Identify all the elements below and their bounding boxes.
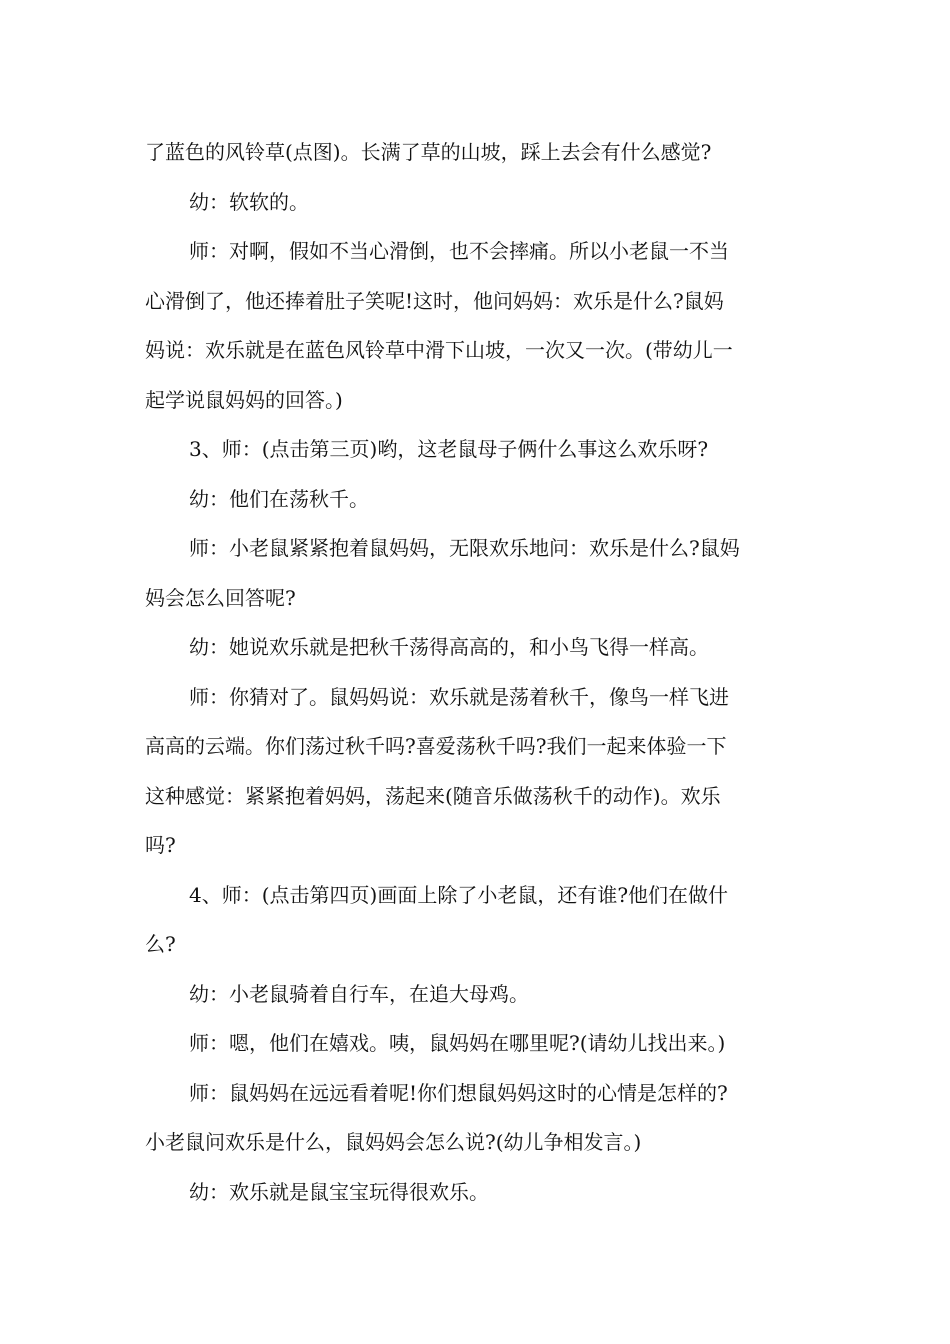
text-line: 幼：他们在荡秋千。	[189, 486, 369, 511]
text-line: 幼：她说欢乐就是把秋千荡得高高的，和小鸟飞得一样高。	[189, 635, 709, 659]
document-body	[145, 128, 815, 1217]
text-line: 师：你猜对了。鼠妈妈说：欢乐就是荡着秋千，像鸟一样飞进	[189, 684, 729, 709]
text-line: 师：对啊，假如不当心滑倒，也不会摔痛。所以小老鼠一不当	[189, 239, 729, 263]
text-line: 心滑倒了，他还捧着肚子笑呢!这时，他问妈妈：欢乐是什么?鼠妈	[145, 288, 724, 313]
text-line: 3、师：(点击第三页)哟，这老鼠母子俩什么事这么欢乐呀?	[189, 437, 709, 461]
text-line: 妈说：欢乐就是在蓝色风铃草中滑下山坡，一次又一次。(带幼儿一	[145, 338, 733, 362]
text-line: 师：鼠妈妈在远远看着呢!你们想鼠妈妈这时的心情是怎样的?	[189, 1080, 728, 1105]
text-line: 师：小老鼠紧紧抱着鼠妈妈，无限欢乐地问：欢乐是什么?鼠妈	[189, 536, 740, 560]
text-line: 4、师：(点击第四页)画面上除了小老鼠，还有谁?他们在做什	[189, 882, 729, 907]
text-line: 么?	[145, 932, 176, 956]
text-line: 师：嗯，他们在嬉戏。咦，鼠妈妈在哪里呢?(请幼儿找出来。)	[189, 1031, 726, 1055]
text-line: 起学说鼠妈妈的回答。)	[145, 387, 343, 412]
text-line: 吗?	[145, 833, 176, 857]
text-line: 了蓝色的风铃草(点图)。长满了草的山坡，踩上去会有什么感觉?	[145, 140, 712, 164]
text-line: 幼：软软的。	[189, 189, 309, 214]
text-line: 妈会怎么回答呢?	[145, 585, 296, 610]
text-line: 小老鼠问欢乐是什么，鼠妈妈会怎么说?(幼儿争相发言。)	[145, 1130, 642, 1154]
text-line: 这种感觉：紧紧抱着妈妈，荡起来(随音乐做荡秋千的动作)。欢乐	[145, 783, 721, 808]
text-line: 幼：小老鼠骑着自行车，在追大母鸡。	[189, 981, 529, 1006]
text-line: 幼：欢乐就是鼠宝宝玩得很欢乐。	[189, 1179, 489, 1204]
text-line: 高高的云端。你们荡过秋千吗?喜爱荡秋千吗?我们一起来体验一下	[145, 734, 727, 758]
